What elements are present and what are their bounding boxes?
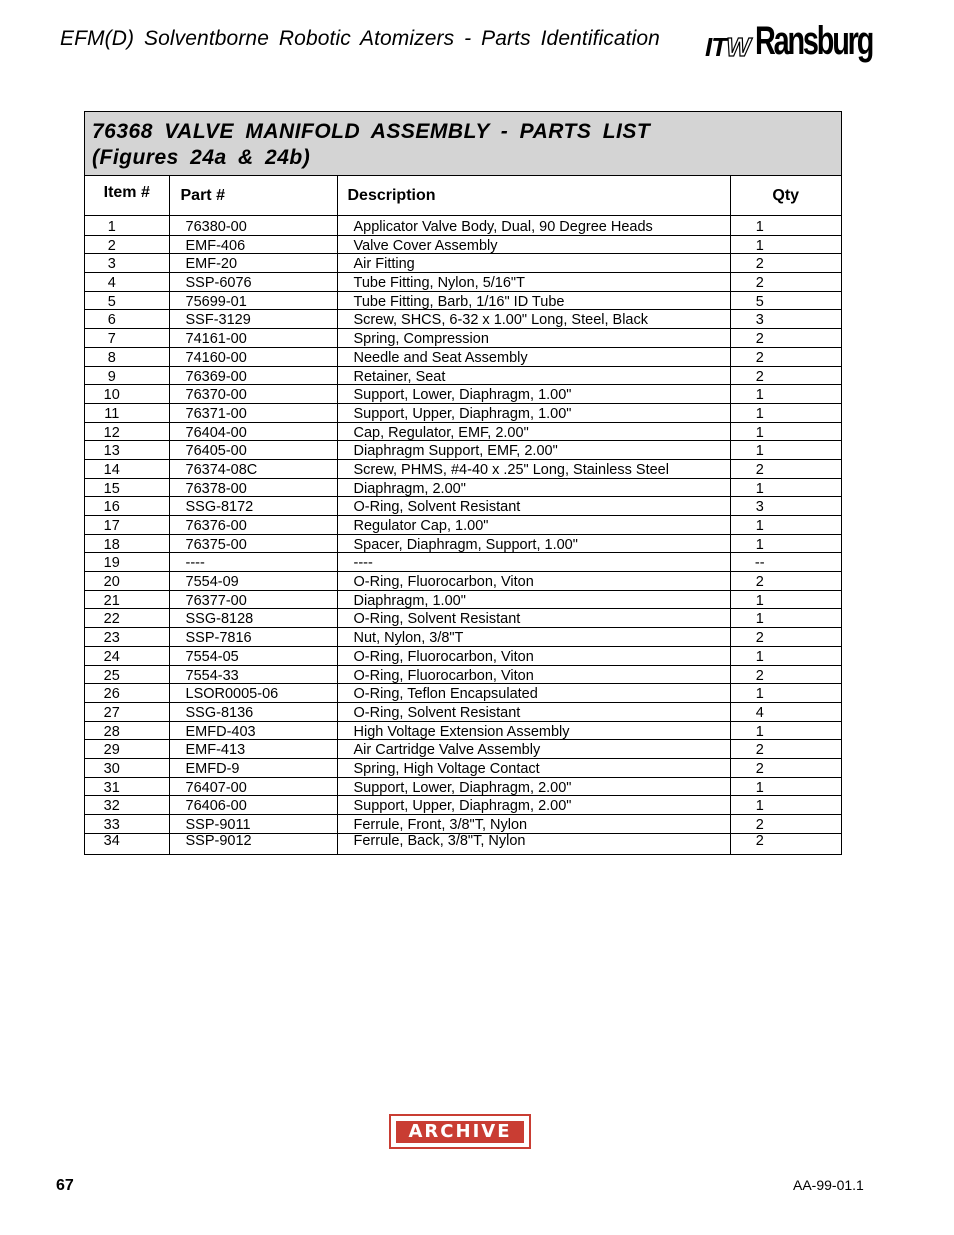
table-row <box>85 235 841 254</box>
cell-quantity: 2 <box>730 572 841 591</box>
cell-description: Ferrule, Front, 3/8"T, Nylon <box>337 815 730 834</box>
table-row <box>85 665 841 684</box>
table-row <box>85 572 841 591</box>
cell-quantity: 1 <box>730 609 841 628</box>
cell-part-number: 76378-00 <box>169 478 337 497</box>
cell-description: O-Ring, Fluorocarbon, Viton <box>337 646 730 665</box>
page-number: 67 <box>56 1177 74 1194</box>
cell-item-number: 29 <box>85 740 169 759</box>
cell-part-number: 74160-00 <box>169 347 337 366</box>
cell-quantity: 1 <box>730 684 841 703</box>
cell-item-number: 25 <box>85 665 169 684</box>
table-row <box>85 646 841 665</box>
cell-description: O-Ring, Solvent Resistant <box>337 702 730 721</box>
cell-item-number: 2 <box>85 235 169 254</box>
table-row <box>85 815 841 834</box>
cell-part-number: 76375-00 <box>169 534 337 553</box>
cell-quantity: 2 <box>730 815 841 834</box>
cell-description: Support, Lower, Diaphragm, 1.00" <box>337 385 730 404</box>
cell-part-number: LSOR0005-06 <box>169 684 337 703</box>
cell-quantity: 1 <box>730 216 841 236</box>
table-row <box>85 347 841 366</box>
cell-item-number: 16 <box>85 497 169 516</box>
cell-part-number: 76380-00 <box>169 216 337 236</box>
table-row <box>85 310 841 329</box>
cell-description: Spacer, Diaphragm, Support, 1.00" <box>337 534 730 553</box>
table-row <box>85 758 841 777</box>
cell-quantity: 3 <box>730 310 841 329</box>
cell-item-number: 23 <box>85 628 169 647</box>
cell-item-number: 26 <box>85 684 169 703</box>
cell-quantity: 1 <box>730 403 841 422</box>
cell-item-number: 12 <box>85 422 169 441</box>
table-row <box>85 609 841 628</box>
cell-item-number: 8 <box>85 347 169 366</box>
cell-quantity: 2 <box>730 347 841 366</box>
parts-table-header-row <box>85 176 841 216</box>
cell-item-number: 19 <box>85 553 169 572</box>
cell-item-number: 33 <box>85 815 169 834</box>
cell-item-number: 6 <box>85 310 169 329</box>
cell-item-number: 13 <box>85 441 169 460</box>
parts-list-box <box>84 111 842 855</box>
cell-item-number: 11 <box>85 403 169 422</box>
cell-description: Diaphragm, 1.00" <box>337 590 730 609</box>
cell-quantity: 1 <box>730 422 841 441</box>
cell-description: Diaphragm Support, EMF, 2.00" <box>337 441 730 460</box>
cell-part-number: SSG-8128 <box>169 609 337 628</box>
itw-ransburg-logo <box>705 16 875 68</box>
parts-list-title-line2: (Figures 24a & 24b) <box>92 146 311 169</box>
cell-description: Retainer, Seat <box>337 366 730 385</box>
cell-part-number: ---- <box>169 553 337 572</box>
column-header-description: Description <box>337 176 730 216</box>
cell-part-number: SSP-7816 <box>169 628 337 647</box>
parts-table-body <box>85 216 841 854</box>
cell-description: O-Ring, Fluorocarbon, Viton <box>337 572 730 591</box>
cell-description: Support, Upper, Diaphragm, 1.00" <box>337 403 730 422</box>
cell-description: Support, Lower, Diaphragm, 2.00" <box>337 777 730 796</box>
cell-part-number: SSF-3129 <box>169 310 337 329</box>
cell-part-number: EMFD-9 <box>169 758 337 777</box>
cell-description: Spring, Compression <box>337 329 730 348</box>
column-header-item: Item # <box>85 176 169 216</box>
document-header-title: EFM(D) Solventborne Robotic Atomizers - Parts Identification <box>60 27 660 50</box>
cell-description: Air Cartridge Valve Assembly <box>337 740 730 759</box>
table-row <box>85 721 841 740</box>
cell-part-number: 76369-00 <box>169 366 337 385</box>
cell-part-number: 76404-00 <box>169 422 337 441</box>
cell-part-number: 76377-00 <box>169 590 337 609</box>
cell-description: Support, Upper, Diaphragm, 2.00" <box>337 796 730 815</box>
cell-description: Diaphragm, 2.00" <box>337 478 730 497</box>
cell-quantity: 1 <box>730 796 841 815</box>
cell-item-number: 34 <box>103 833 120 849</box>
itw-logo-w: W <box>726 32 750 62</box>
cell-quantity: 2 <box>730 740 841 759</box>
cell-quantity: 1 <box>730 534 841 553</box>
cell-part-number: 7554-09 <box>169 572 337 591</box>
parts-table <box>85 176 841 854</box>
table-row <box>85 273 841 292</box>
table-row <box>85 497 841 516</box>
cell-quantity: 2 <box>730 273 841 292</box>
table-row <box>85 740 841 759</box>
table-row <box>85 628 841 647</box>
cell-quantity: 2 <box>730 254 841 273</box>
cell-part-number: 7554-33 <box>169 665 337 684</box>
document-number: AA-99-01.1 <box>793 1177 864 1193</box>
cell-description: Applicator Valve Body, Dual, 90 Degree Heads <box>337 216 730 236</box>
table-row <box>85 403 841 422</box>
table-row <box>85 329 841 348</box>
cell-quantity: 1 <box>730 235 841 254</box>
cell-quantity: 1 <box>730 777 841 796</box>
cell-part-number: 76374-08C <box>169 459 337 478</box>
archive-stamp-label: ARCHIVE <box>396 1121 524 1143</box>
parts-list-title-line1: 76368 VALVE MANIFOLD ASSEMBLY - PARTS LIST <box>92 120 651 143</box>
cell-quantity: 2 <box>730 665 841 684</box>
cell-part-number: 75699-01 <box>169 291 337 310</box>
cell-quantity: 2 <box>730 833 841 854</box>
itw-logo-it: IT <box>705 32 727 62</box>
cell-item-number: 20 <box>85 572 169 591</box>
cell-item-number: 31 <box>85 777 169 796</box>
cell-quantity: 1 <box>730 385 841 404</box>
cell-part-number: 76376-00 <box>169 516 337 535</box>
cell-description: Cap, Regulator, EMF, 2.00" <box>337 422 730 441</box>
cell-description: Needle and Seat Assembly <box>337 347 730 366</box>
cell-part-number: SSG-8136 <box>169 702 337 721</box>
table-row <box>85 777 841 796</box>
cell-item-number: 22 <box>85 609 169 628</box>
cell-item-number: 4 <box>85 273 169 292</box>
cell-description: O-Ring, Fluorocarbon, Viton <box>337 665 730 684</box>
table-row <box>85 478 841 497</box>
table-row <box>85 590 841 609</box>
cell-quantity: 2 <box>730 329 841 348</box>
table-row <box>85 291 841 310</box>
cell-part-number: SSG-8172 <box>169 497 337 516</box>
archive-stamp <box>389 1114 531 1149</box>
cell-item-number: 24 <box>85 646 169 665</box>
cell-item-number: 9 <box>85 366 169 385</box>
cell-part-number: 7554-05 <box>169 646 337 665</box>
table-row <box>85 833 841 854</box>
cell-quantity: 3 <box>730 497 841 516</box>
parts-list-title <box>85 112 841 176</box>
cell-quantity: 1 <box>730 441 841 460</box>
cell-part-number: 76371-00 <box>169 403 337 422</box>
cell-part-number: SSP-6076 <box>169 273 337 292</box>
table-row <box>85 684 841 703</box>
cell-quantity: 1 <box>730 646 841 665</box>
cell-quantity: 2 <box>730 366 841 385</box>
itw-logo-mark <box>705 32 750 63</box>
cell-quantity: 1 <box>730 516 841 535</box>
cell-part-number: SSP-9011 <box>169 815 337 834</box>
cell-quantity: 1 <box>730 478 841 497</box>
cell-item-number: 18 <box>85 534 169 553</box>
table-row <box>85 459 841 478</box>
cell-description: Nut, Nylon, 3/8"T <box>337 628 730 647</box>
table-row <box>85 385 841 404</box>
cell-item-number: 21 <box>85 590 169 609</box>
cell-item-number: 27 <box>85 702 169 721</box>
cell-quantity: 1 <box>730 590 841 609</box>
cell-item-number: 15 <box>85 478 169 497</box>
cell-item-number: 1 <box>85 216 169 236</box>
cell-description: Regulator Cap, 1.00" <box>337 516 730 535</box>
cell-item-number: 14 <box>85 459 169 478</box>
table-row <box>85 796 841 815</box>
cell-description: High Voltage Extension Assembly <box>337 721 730 740</box>
cell-description: Spring, High Voltage Contact <box>337 758 730 777</box>
cell-quantity: 5 <box>730 291 841 310</box>
table-row <box>85 534 841 553</box>
column-header-qty: Qty <box>730 176 841 216</box>
cell-quantity: -- <box>730 553 841 572</box>
cell-description: O-Ring, Teflon Encapsulated <box>337 684 730 703</box>
cell-description: Screw, PHMS, #4-40 x .25" Long, Stainless Steel <box>337 459 730 478</box>
cell-item-number: 17 <box>85 516 169 535</box>
table-row <box>85 702 841 721</box>
cell-part-number: EMFD-403 <box>169 721 337 740</box>
cell-description: Tube Fitting, Barb, 1/16" ID Tube <box>337 291 730 310</box>
cell-part-number: 76407-00 <box>169 777 337 796</box>
table-row <box>85 366 841 385</box>
table-row <box>85 216 841 236</box>
cell-description: O-Ring, Solvent Resistant <box>337 609 730 628</box>
cell-part-number: 76406-00 <box>169 796 337 815</box>
cell-quantity: 1 <box>730 721 841 740</box>
cell-description: Ferrule, Back, 3/8"T, Nylon <box>337 833 730 854</box>
table-row <box>85 422 841 441</box>
column-header-part: Part # <box>169 176 337 216</box>
cell-description: Screw, SHCS, 6-32 x 1.00" Long, Steel, Black <box>337 310 730 329</box>
cell-description: Air Fitting <box>337 254 730 273</box>
cell-description: ---- <box>337 553 730 572</box>
table-row <box>85 516 841 535</box>
cell-item-number: 3 <box>85 254 169 273</box>
cell-part-number: 76405-00 <box>169 441 337 460</box>
table-row <box>85 553 841 572</box>
ransburg-logo-text: Ransburg <box>755 19 873 63</box>
cell-part-number: EMF-20 <box>169 254 337 273</box>
cell-description: O-Ring, Solvent Resistant <box>337 497 730 516</box>
cell-part-number: 76370-00 <box>169 385 337 404</box>
cell-quantity: 2 <box>730 628 841 647</box>
cell-description: Valve Cover Assembly <box>337 235 730 254</box>
cell-item-number: 28 <box>85 721 169 740</box>
cell-part-number: 74161-00 <box>169 329 337 348</box>
cell-description: Tube Fitting, Nylon, 5/16"T <box>337 273 730 292</box>
cell-quantity: 2 <box>730 758 841 777</box>
cell-quantity: 4 <box>730 702 841 721</box>
table-row <box>85 441 841 460</box>
cell-item-number: 30 <box>85 758 169 777</box>
cell-part-number: EMF-413 <box>169 740 337 759</box>
cell-quantity: 2 <box>730 459 841 478</box>
cell-item-number: 10 <box>85 385 169 404</box>
cell-item-number: 32 <box>85 796 169 815</box>
table-row <box>85 254 841 273</box>
cell-part-number: SSP-9012 <box>169 833 337 854</box>
cell-item-number: 7 <box>85 329 169 348</box>
cell-part-number: EMF-406 <box>169 235 337 254</box>
cell-item-number: 5 <box>85 291 169 310</box>
